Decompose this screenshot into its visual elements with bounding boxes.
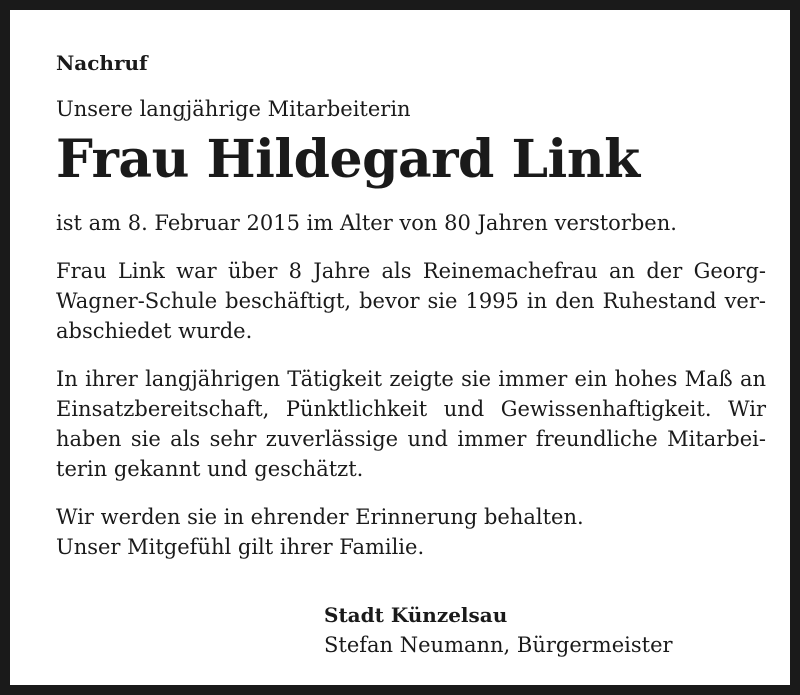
notice-intro: Unsere langjährige Mitarbeiterin [56,97,411,121]
signature-person: Stefan Neumann, Bürgermeister [324,633,673,657]
paragraph-appreciation [56,364,766,484]
paragraph-line: Unser Mitgefühl gilt ihrer Familie. [56,535,425,559]
paragraph-line: Wir werden sie in ehrender Erinnerung behalten. [56,505,584,529]
paragraph-remembrance [56,502,766,562]
deceased-name: Frau Hildegard Link [56,129,640,190]
paragraph-line: terin gekannt und geschätzt. [56,457,364,481]
paragraph-line: Einsatzbereitschaft, Pünktlichkeit und Gewissenhaftigkeit. Wir [56,397,766,421]
signature-block [324,600,744,660]
paragraph-death-date [56,208,766,238]
obituary-content [56,48,766,562]
paragraph-line: Frau Link war über 8 Jahre als Reinemachefrau an der Georg- [56,259,766,283]
paragraph-employment [56,256,766,346]
paragraph-line: haben sie als sehr zuverlässige und immer freundliche Mitarbei- [56,427,766,451]
paragraph-line: abschiedet wurde. [56,319,253,343]
paragraph-line: ist am 8. Februar 2015 im Alter von 80 Jahren verstorben. [56,211,677,235]
signature-organization: Stadt Künzelsau [324,603,508,627]
paragraph-line: Wagner-Schule beschäftigt, bevor sie 1995 in den Ruhestand ver- [56,289,766,313]
paragraph-line: In ihrer langjährigen Tätigkeit zeigte sie immer ein hohes Maß an [56,367,766,391]
notice-label: Nachruf [56,51,148,75]
